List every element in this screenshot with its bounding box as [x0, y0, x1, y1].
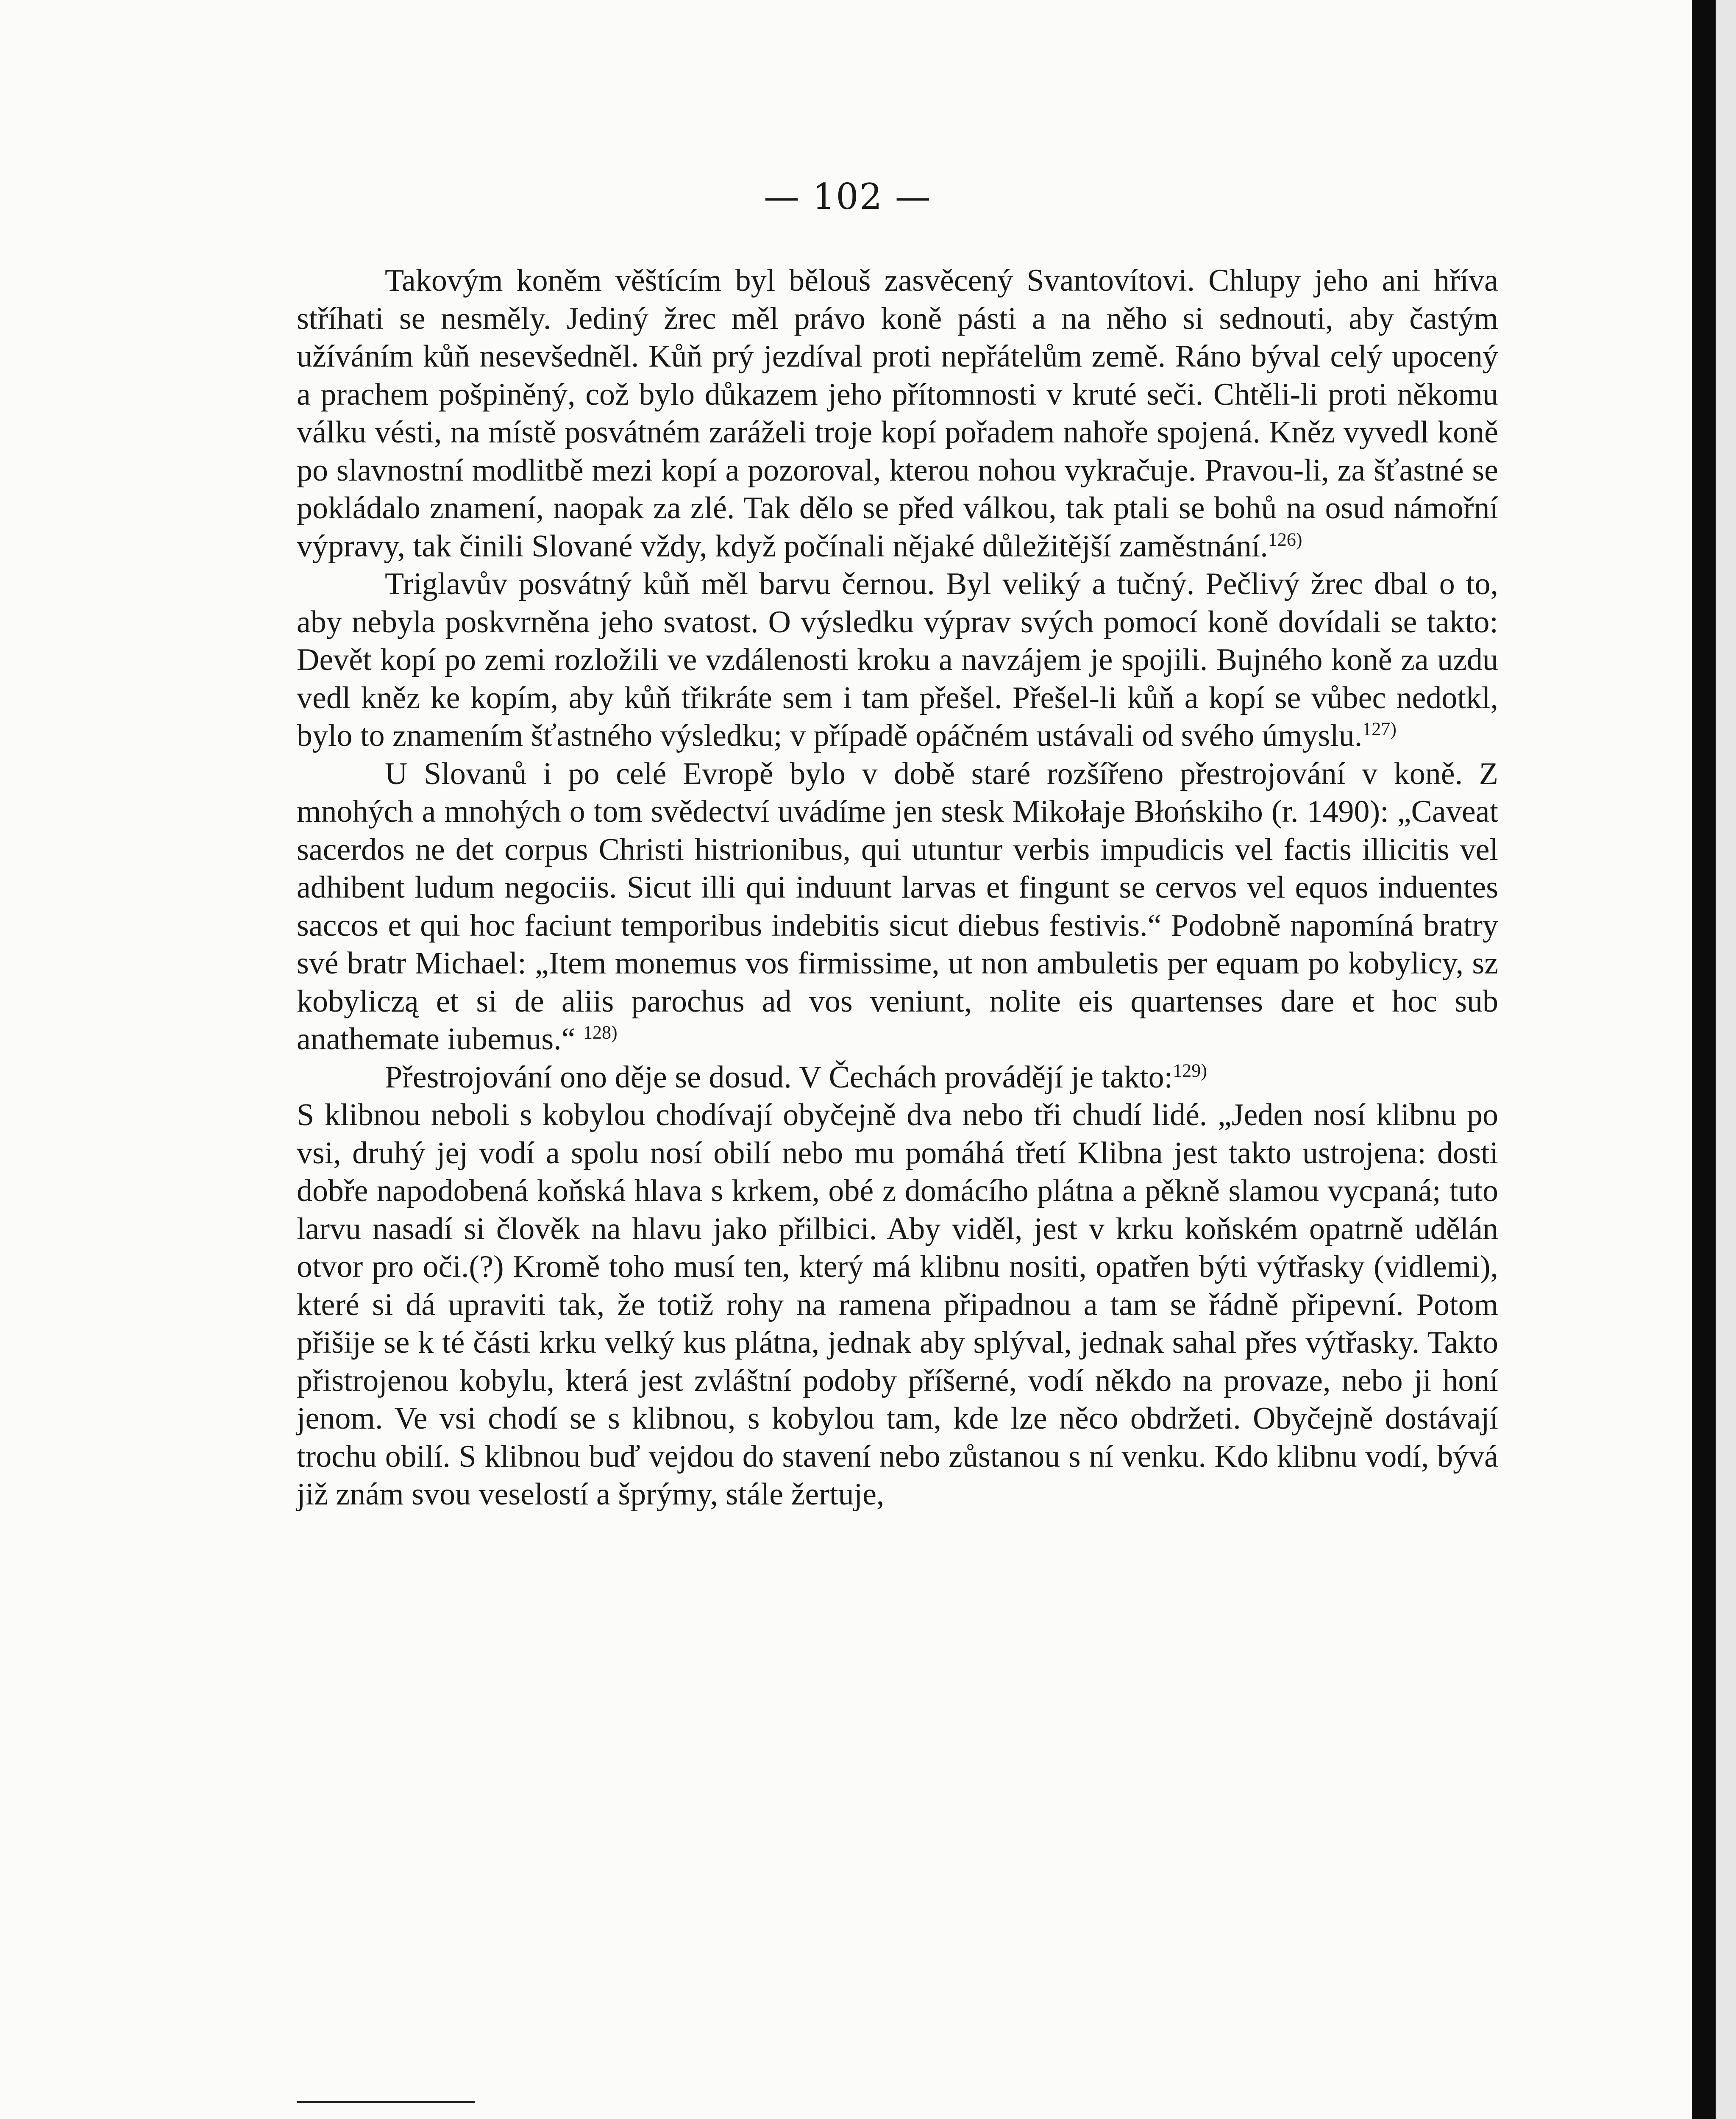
- footnote-ref-126: 126): [1268, 528, 1302, 550]
- page-number: — 102 —: [764, 176, 932, 217]
- footnote-ref-127: 127): [1362, 718, 1397, 740]
- scan-margin: [1716, 0, 1736, 2119]
- paragraph-1: [297, 262, 1498, 565]
- paragraph-1-text: Takovým koněm věštícím byl bělouš zasvěcený Svantovítovi. Chlupy jeho ani hříva stříhati se nesměly. Jediný žrec měl právo koně pásti a na něho si sednouti, aby častým užíváním kůň nesevšedněl. Kůň prý jezdíval proti nepřátelům země. Ráno býval celý upocený a prachem pošpiněný, což bylo důkazem jeho přítomnosti v kruté seči. Chtěli-li proti někomu válku vésti, na místě posvátném zaráželi troje kopí pořadem nahoře spojená. Kněz vyvedl koně po slavnostní modlitbě mezi kopí a pozoroval, kterou nohou vykračuje. Pravou-li, za šťastné se pokládalo znamení, naopak za zlé. Tak dělo se před válkou, tak ptali se bohů na osud námořní výpravy, tak činili Slované vždy, když počínali nějaké důležitější zaměstnání.: [297, 263, 1498, 564]
- paragraph-2: [297, 565, 1498, 755]
- paragraph-3: [297, 755, 1498, 1059]
- scan-page-edge: [1692, 0, 1716, 2119]
- paragraph-3-text: U Slovanů i po celé Evropě bylo v době staré rozšířeno přestrojování v koně. Z mnohých a mnohých o tom svědectví uvádíme jen stesk Mikołaje Błońskiho (r. 1490): „Caveat sacerdos ne det corpus Christi histrionibus, qui utuntur verbis impudicis vel factis illicitis vel adhibent ludum negociis. Sicut illi qui induunt larvas et fingunt se cervos vel equos induentes saccos et qui hoc faciunt temporibus indebitis sicut diebus festivis.“ Podobně napomíná bratry své bratr Michael: „Item monemus vos firmissime, ut non ambuletis per equam po kobylicy, sz kobyliczą et si de aliis parochus ad vos veniunt, nolite eis quartenses dare et hoc sub anathemate iubemus.“: [297, 756, 1498, 1057]
- main-text: [297, 262, 1498, 1514]
- footnote-divider: [297, 2101, 475, 2103]
- footnote-ref-129: 129): [1173, 1060, 1207, 1081]
- paragraph-4-cont: S klibnou neboli s kobylou chodívají obyčejně dva nebo tři chudí lidé. „Jeden nosí klibnu po vsi, druhý jej vodí a spolu nosí obilí nebo mu pomáhá třetí Klibna jest takto ustrojena: dosti dobře napodobená koňská hlava s krkem, obé z domácího plátna a pěkně slamou vycpaná; tuto larvu nasadí si člověk na hlavu jako přilbici. Aby viděl, jest v krku koňském opatrně udělán otvor pro oči.(?) Kromě toho musí ten, který má klibnu nositi, opatřen býti výtřasky (vidlemi), které si dá upraviti tak, že totiž rohy na ramena připadnou a tam se řádně připevní. Potom přišije se k té části krku velký kus plátna, jednak aby splýval, jednak sahal přes výtřasky. Takto přistrojenou kobylu, která jest zvláštní podoby příšerné, vodí někdo na provaze, nebo ji honí jenom. Ve vsi chodí se s klibnou, s kobylou tam, kde lze něco obdržeti. Obyčejně dostávají trochu obilí. S klibnou buď vejdou do stavení nebo zůstanou s ní venku. Kdo klibnu vodí, bývá již znám svou veselostí a šprýmy, stále žertuje,: [297, 1098, 1498, 1512]
- footnote-ref-128: 128): [583, 1022, 618, 1043]
- paragraph-4-text: Přestrojování ono děje se dosud. V Čechách provádějí je takto:: [385, 1060, 1173, 1095]
- paragraph-4: [297, 1059, 1498, 1514]
- paragraph-2-text: Triglavův posvátný kůň měl barvu černou. Byl veliký a tučný. Pečlivý žrec dbal o to, aby nebyla poskvrněna jeho svatost. O výsledku výprav svých pomocí koně dovídali se takto: Devět kopí po zemi rozložili ve vzdálenosti kroku a navzájem je spojili. Bujného koně za uzdu vedl kněz ke kopím, aby kůň třikráte sem i tam přešel. Přešel-li kůň a kopí se vůbec nedotkl, bylo to znamením šťastného výsledku; v případě opáčném ustávali od svého úmyslu.: [297, 567, 1498, 753]
